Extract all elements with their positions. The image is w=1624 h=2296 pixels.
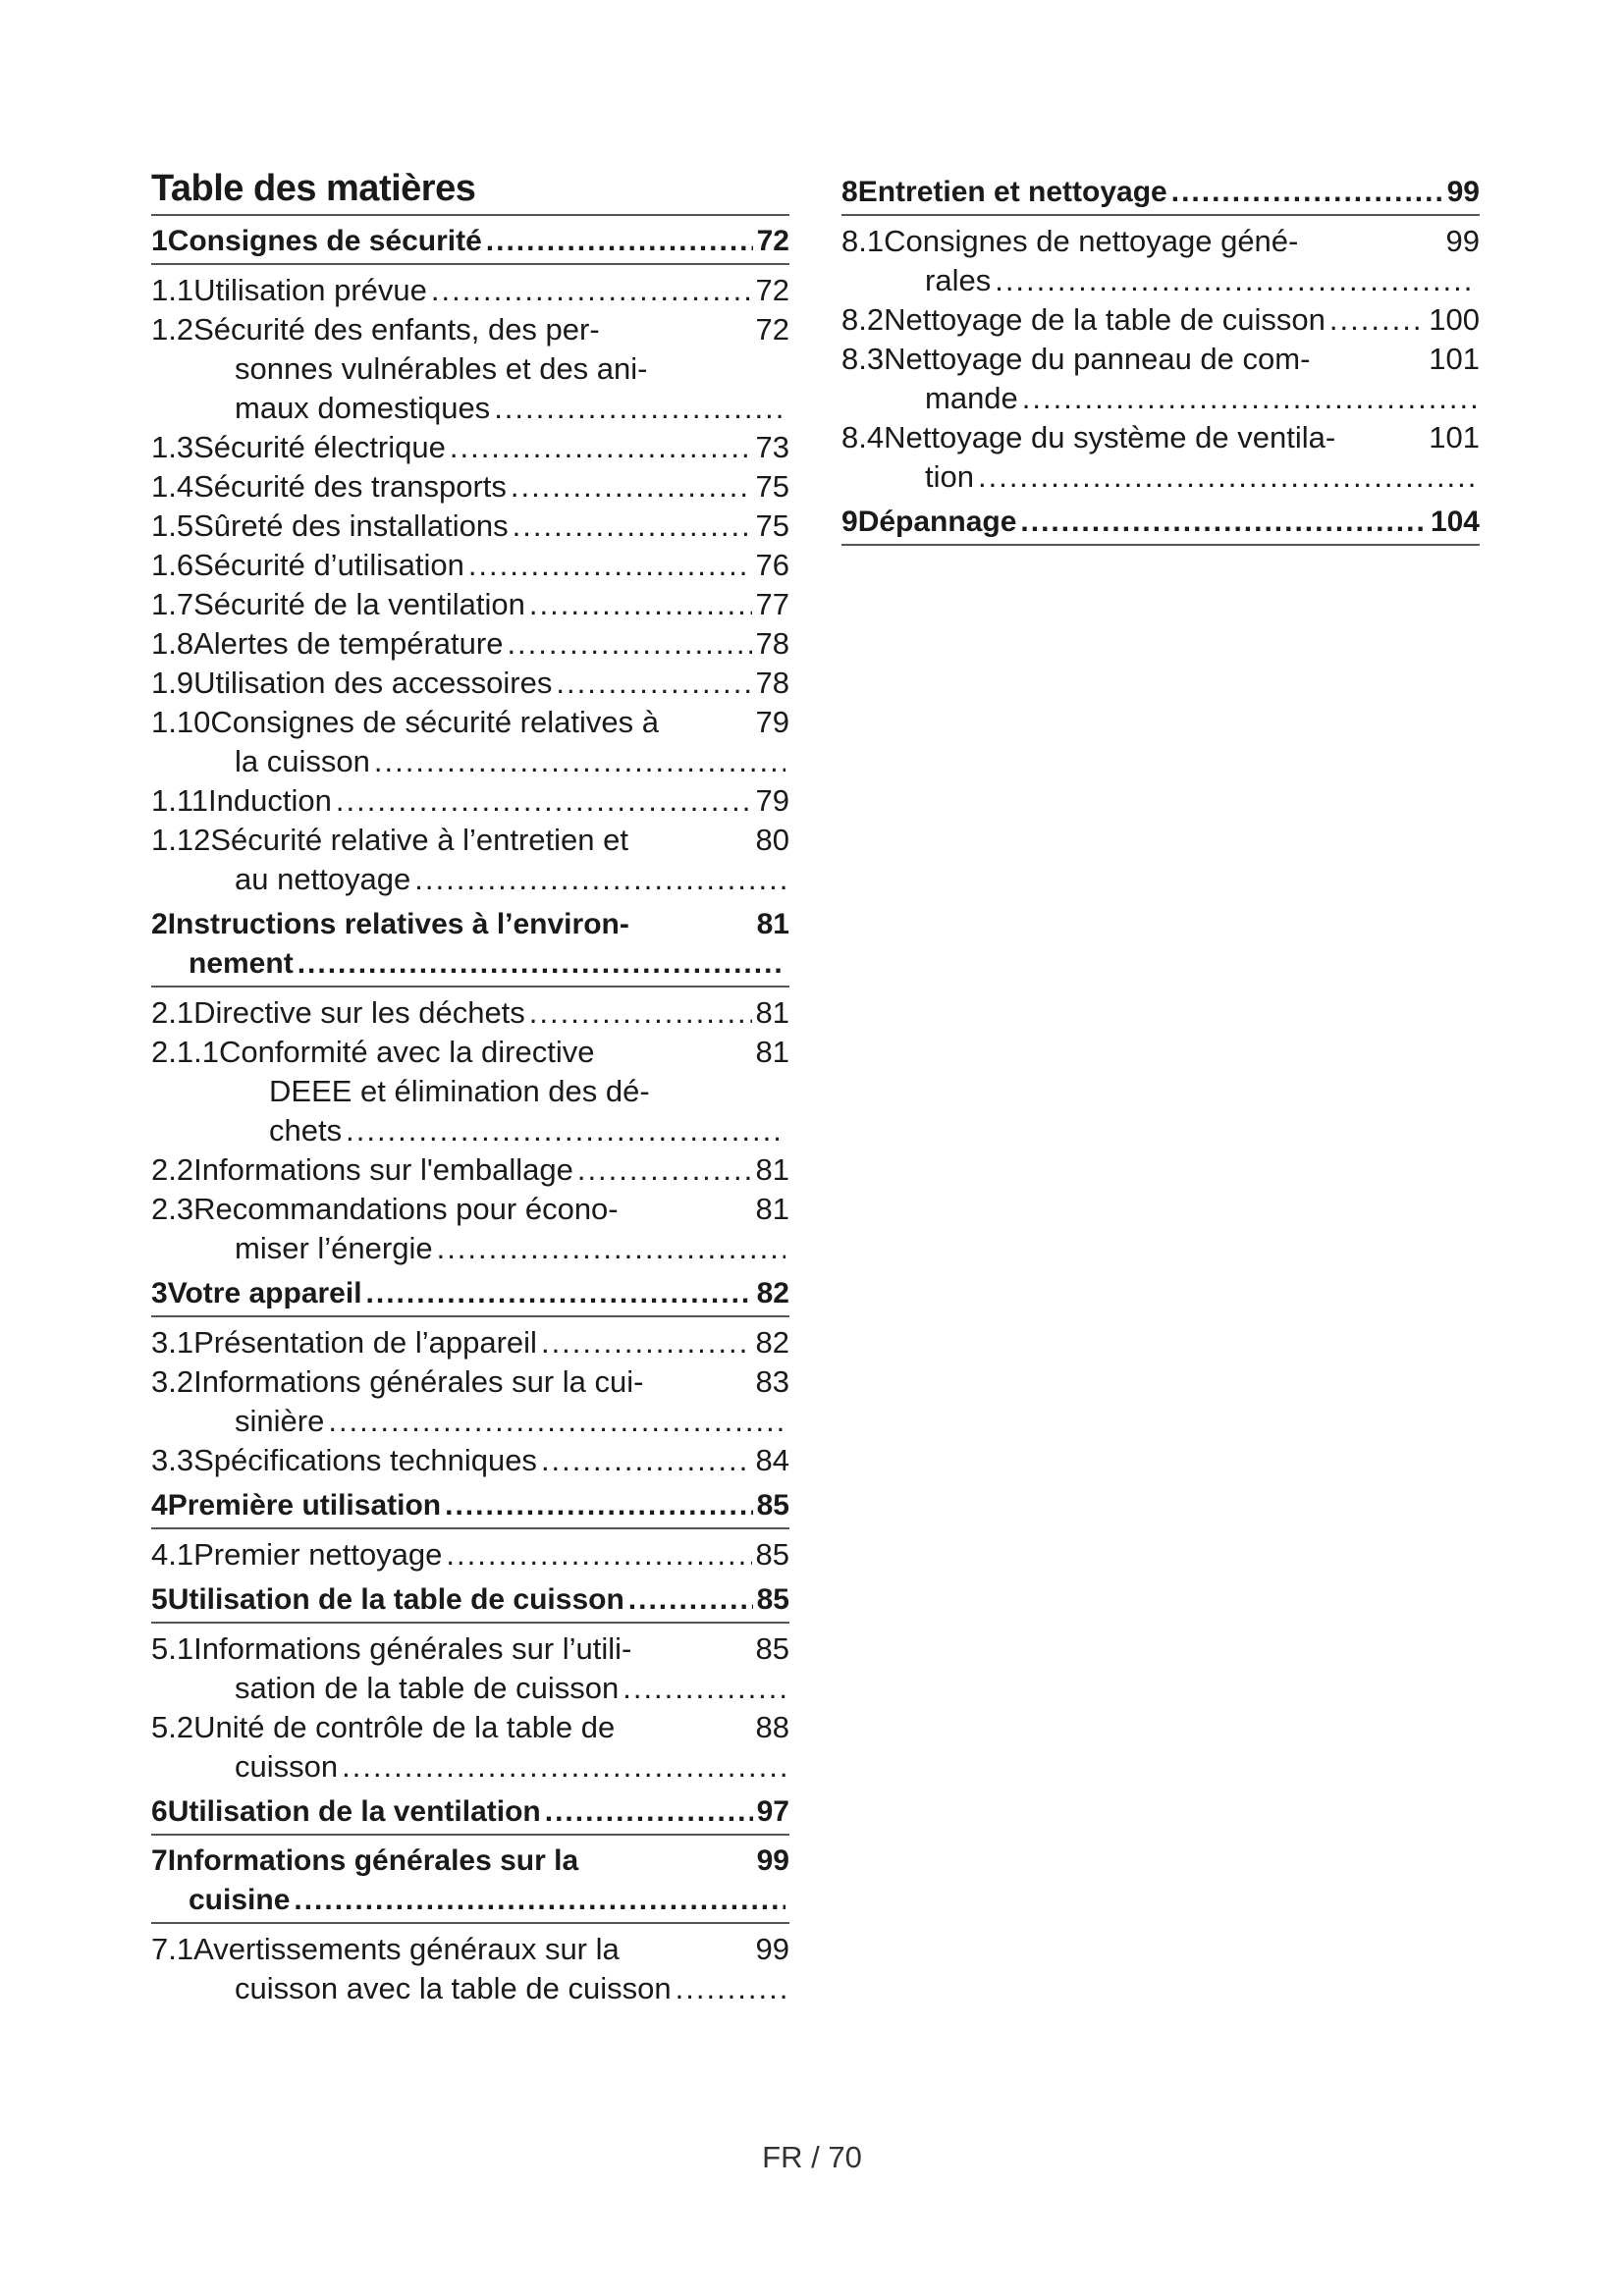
toc-row — [151, 1190, 789, 1229]
toc-entry-1-5[interactable] — [151, 507, 789, 546]
toc-row — [151, 1930, 789, 1969]
toc-page-number: 101 — [1429, 342, 1480, 376]
toc-entry-7-1[interactable] — [151, 1930, 789, 2008]
toc-row — [151, 1580, 789, 1620]
toc-row — [151, 271, 789, 310]
toc-title: Table des matières — [151, 167, 789, 216]
toc-number: 1.9 — [151, 666, 194, 700]
toc-row — [841, 503, 1480, 542]
toc-page-number: 85 — [755, 1537, 789, 1572]
toc-entry-1-9[interactable] — [151, 664, 789, 703]
toc-entry-8-2[interactable] — [841, 300, 1480, 340]
toc-entry-1-7[interactable] — [151, 585, 789, 624]
toc-leader-dots — [577, 1150, 752, 1190]
toc-page-number: 81 — [755, 1152, 789, 1187]
toc-leader-dots — [346, 1111, 785, 1150]
toc-row — [151, 1792, 789, 1832]
toc-continuation-line — [151, 1669, 789, 1708]
toc-number: 1.11 — [151, 783, 209, 818]
toc-page-number: 81 — [755, 1035, 789, 1069]
toc-label: Sécurité des transports — [193, 469, 507, 504]
toc-leader-dots — [541, 1323, 752, 1362]
toc-left-column — [151, 167, 789, 2008]
toc-number: 3.3 — [151, 1443, 194, 1477]
toc-leader-dots — [431, 271, 752, 310]
toc-entry-2-2[interactable] — [151, 1150, 789, 1190]
toc-continuation-line — [151, 1747, 789, 1787]
toc-number: 9 — [841, 506, 858, 538]
toc-label: Recommandations pour écono- — [193, 1192, 619, 1226]
toc-leader-dots — [414, 860, 785, 899]
toc-number: 1 — [151, 225, 168, 257]
toc-row — [151, 546, 789, 585]
toc-leader-dots — [1022, 379, 1476, 418]
toc-label: Nettoyage du panneau de com- — [884, 342, 1311, 376]
toc-entry-1-10[interactable] — [151, 703, 789, 781]
toc-row — [151, 467, 789, 507]
toc-page-number: 100 — [1429, 302, 1480, 337]
toc-section-5[interactable] — [151, 1580, 789, 1624]
toc-leader-dots — [529, 585, 752, 624]
toc-number: 2.2 — [151, 1152, 194, 1187]
toc-label: Sécurité d’utilisation — [193, 548, 464, 582]
toc-leader-dots — [628, 1580, 753, 1620]
toc-row — [151, 1441, 789, 1480]
toc-continuation-line — [151, 1229, 789, 1268]
toc-leader-dots — [541, 1441, 752, 1480]
toc-page-number: 75 — [755, 508, 789, 543]
toc-page-number: 83 — [755, 1364, 789, 1399]
toc-page-number: 78 — [755, 666, 789, 700]
toc-label: Informations sur l'emballage — [193, 1152, 573, 1187]
toc-label-continued: cuisson — [235, 1749, 339, 1784]
toc-section-6[interactable] — [151, 1792, 789, 1836]
toc-row — [151, 624, 789, 664]
toc-page-number: 76 — [755, 548, 789, 582]
toc-page-number: 79 — [755, 705, 789, 739]
toc-label-continued: sonnes vulnérables et des ani- — [235, 351, 648, 386]
toc-leader-dots — [486, 222, 753, 261]
toc-row — [841, 300, 1480, 340]
toc-label-continued: au nettoyage — [235, 862, 411, 896]
toc-number: 1.4 — [151, 469, 194, 504]
toc-entry-1-4[interactable] — [151, 467, 789, 507]
toc-entry-3-1[interactable] — [151, 1323, 789, 1362]
toc-label: Entretien et nettoyage — [857, 176, 1167, 208]
toc-row — [151, 993, 789, 1033]
toc-number: 1.2 — [151, 312, 194, 347]
toc-leader-dots — [978, 457, 1476, 497]
toc-row — [841, 418, 1480, 457]
toc-number: 1.6 — [151, 548, 194, 582]
toc-number: 5.2 — [151, 1710, 194, 1744]
toc-number: 1.1 — [151, 273, 194, 307]
toc-leader-dots — [1020, 503, 1427, 542]
toc-page-number: 85 — [756, 1489, 789, 1522]
toc-list-right — [841, 173, 1480, 546]
toc-label: Unité de contrôle de la table de — [193, 1710, 616, 1744]
toc-page-number: 72 — [756, 225, 789, 257]
toc-label: Dépannage — [857, 506, 1017, 538]
toc-leader-dots — [494, 389, 785, 428]
toc-label-continued: DEEE et élimination des dé- — [269, 1074, 650, 1108]
toc-number: 1.8 — [151, 626, 194, 661]
toc-label: Consignes de sécurité — [167, 225, 482, 257]
toc-entry-1-3[interactable] — [151, 428, 789, 467]
toc-continuation-line — [151, 944, 789, 984]
toc-leader-dots — [298, 944, 785, 984]
toc-section-2[interactable] — [151, 905, 789, 988]
toc-row — [151, 1842, 789, 1881]
toc-label: Alertes de température — [193, 626, 504, 661]
toc-continuation-line — [151, 1111, 789, 1150]
toc-label: Induction — [208, 783, 332, 818]
toc-leader-dots — [507, 624, 751, 664]
toc-label-continued: nement — [189, 947, 294, 980]
toc-number: 8.2 — [841, 302, 885, 337]
toc-entry-5-1[interactable] — [151, 1629, 789, 1708]
toc-label: Consignes de nettoyage géné- — [884, 224, 1299, 258]
toc-page-number: 81 — [755, 1192, 789, 1226]
toc-row — [151, 1629, 789, 1669]
toc-leader-dots — [374, 742, 785, 781]
toc-row — [151, 781, 789, 821]
toc-leader-dots — [513, 507, 752, 546]
toc-label: Directive sur les déchets — [193, 995, 525, 1030]
toc-page-number: 79 — [755, 783, 789, 818]
toc-list-left — [151, 222, 789, 2008]
toc-number: 2 — [151, 908, 168, 940]
toc-entry-8-4[interactable] — [841, 418, 1480, 497]
toc-number: 8.1 — [841, 224, 885, 258]
toc-label: Utilisation des accessoires — [193, 666, 553, 700]
toc-number: 4 — [151, 1489, 168, 1522]
toc-label: Conformité avec la directive — [218, 1035, 595, 1069]
toc-entry-1-12[interactable] — [151, 821, 789, 899]
toc-number: 3 — [151, 1277, 168, 1309]
toc-continuation-line — [841, 379, 1480, 418]
toc-label-continued: rales — [925, 263, 992, 297]
toc-number: 2.3 — [151, 1192, 194, 1226]
toc-number: 1.7 — [151, 587, 194, 621]
toc-page-number: 97 — [756, 1795, 789, 1828]
toc-row — [151, 1535, 789, 1575]
toc-leader-dots — [1329, 300, 1425, 340]
toc-leader-dots — [366, 1274, 753, 1313]
toc-leader-dots — [676, 1969, 785, 2008]
toc-entry-3-2[interactable] — [151, 1362, 789, 1441]
toc-number: 5.1 — [151, 1631, 194, 1666]
toc-continuation-line — [151, 349, 789, 389]
toc-number: 2.1 — [151, 995, 194, 1030]
toc-row — [151, 1708, 789, 1747]
toc-label: Premier nettoyage — [193, 1537, 443, 1572]
toc-row — [841, 173, 1480, 212]
toc-label-continued: chets — [269, 1113, 343, 1148]
toc-row — [151, 1323, 789, 1362]
toc-leader-dots — [328, 1402, 785, 1441]
toc-continuation-line — [151, 1072, 789, 1111]
toc-page-number: 101 — [1429, 420, 1480, 454]
toc-label: Sécurité des enfants, des per- — [193, 312, 600, 347]
toc-label: Sécurité de la ventilation — [193, 587, 525, 621]
toc-entry-8-3[interactable] — [841, 340, 1480, 418]
toc-entry-3-3[interactable] — [151, 1441, 789, 1480]
toc-label: Nettoyage du système de ventila- — [884, 420, 1336, 454]
toc-continuation-line — [841, 261, 1480, 300]
toc-leader-dots — [446, 1535, 751, 1575]
toc-row — [151, 905, 789, 944]
toc-entry-2-1-1[interactable] — [151, 1033, 789, 1150]
toc-leader-dots — [529, 993, 752, 1033]
toc-entry-1-1[interactable] — [151, 271, 789, 310]
toc-entry-5-2[interactable] — [151, 1708, 789, 1787]
toc-label-continued: cuisson avec la table de cuisson — [235, 1971, 672, 2005]
toc-page-number: 85 — [755, 1631, 789, 1666]
toc-page-number: 78 — [755, 626, 789, 661]
toc-entry-1-2[interactable] — [151, 310, 789, 428]
toc-leader-dots — [336, 781, 752, 821]
toc-label-continued: mande — [925, 381, 1018, 415]
toc-number: 8 — [841, 176, 858, 208]
toc-label-continued: la cuisson — [235, 744, 370, 778]
toc-page-number: 88 — [755, 1710, 789, 1744]
toc-label-continued: sinière — [235, 1404, 325, 1438]
toc-entry-2-3[interactable] — [151, 1190, 789, 1268]
toc-number: 1.3 — [151, 430, 194, 464]
toc-page-number: 82 — [755, 1325, 789, 1360]
toc-row — [841, 222, 1480, 261]
toc-page-number: 99 — [755, 1932, 789, 1966]
toc-section-4[interactable] — [151, 1486, 789, 1529]
toc-entry-1-6[interactable] — [151, 546, 789, 585]
toc-label: Informations générales sur la — [167, 1844, 579, 1877]
toc-page-number: 82 — [756, 1277, 789, 1309]
toc-entry-1-8[interactable] — [151, 624, 789, 664]
toc-leader-dots — [556, 664, 751, 703]
toc-page-number: 99 — [756, 1844, 789, 1877]
toc-leader-dots — [511, 467, 752, 507]
toc-number: 5 — [151, 1583, 168, 1616]
toc-label: Présentation de l’appareil — [193, 1325, 537, 1360]
toc-page-number: 77 — [755, 587, 789, 621]
toc-label: Consignes de sécurité relatives à — [210, 705, 659, 739]
toc-section-1[interactable] — [151, 222, 789, 265]
toc-number: 3.2 — [151, 1364, 194, 1399]
toc-leader-dots — [450, 428, 752, 467]
toc-label: Informations générales sur l’utili- — [193, 1631, 632, 1666]
toc-label-continued: sation de la table de cuisson — [235, 1671, 620, 1705]
toc-label-continued: cuisine — [189, 1884, 291, 1916]
toc-continuation-line — [841, 457, 1480, 497]
toc-leader-dots — [294, 1881, 785, 1920]
toc-section-7[interactable] — [151, 1842, 789, 1924]
toc-row — [151, 507, 789, 546]
toc-number: 2.1.1 — [151, 1035, 219, 1069]
toc-row — [151, 1486, 789, 1525]
toc-page-number: 99 — [1445, 224, 1480, 258]
toc-page-number: 81 — [756, 908, 789, 940]
toc-entry-2-1[interactable] — [151, 993, 789, 1033]
toc-leader-dots — [623, 1669, 785, 1708]
toc-label-continued: miser l’énergie — [235, 1231, 433, 1265]
toc-row — [151, 222, 789, 261]
toc-number: 7 — [151, 1844, 168, 1877]
toc-label: Utilisation de la table de cuisson — [167, 1583, 624, 1616]
toc-label: Votre appareil — [167, 1277, 362, 1309]
toc-page-number: 81 — [755, 995, 789, 1030]
toc-number: 6 — [151, 1795, 168, 1828]
toc-leader-dots — [995, 261, 1476, 300]
toc-section-3[interactable] — [151, 1274, 789, 1317]
toc-page-number: 73 — [755, 430, 789, 464]
toc-leader-dots — [545, 1792, 753, 1832]
toc-row — [841, 340, 1480, 379]
toc-label: Sûreté des installations — [193, 508, 509, 543]
toc-section-9[interactable] — [841, 503, 1480, 546]
toc-page-number: 85 — [756, 1583, 789, 1616]
page-number-footer: FR / 70 — [762, 2140, 862, 2174]
toc-page-number: 80 — [755, 823, 789, 857]
toc-number: 1.10 — [151, 705, 211, 739]
toc-continuation-line — [151, 1969, 789, 2008]
toc-label: Sécurité relative à l’entretien et — [210, 823, 628, 857]
toc-entry-4-1[interactable] — [151, 1535, 789, 1575]
toc-section-8[interactable] — [841, 173, 1480, 216]
toc-right-column — [841, 167, 1480, 552]
toc-label: Instructions relatives à l’environ- — [167, 908, 629, 940]
toc-number: 3.1 — [151, 1325, 194, 1360]
toc-label: Avertissements généraux sur la — [193, 1932, 620, 1966]
toc-entry-8-1[interactable] — [841, 222, 1480, 300]
toc-label-continued: tion — [925, 459, 974, 494]
toc-page-number: 75 — [755, 469, 789, 504]
toc-label: Utilisation prévue — [193, 273, 427, 307]
toc-page-number: 84 — [755, 1443, 789, 1477]
toc-label-continued: maux domestiques — [235, 391, 491, 425]
toc-continuation-line — [151, 742, 789, 781]
toc-row — [151, 664, 789, 703]
toc-continuation-line — [151, 1402, 789, 1441]
toc-label: Sécurité électrique — [193, 430, 446, 464]
toc-page-number: 99 — [1446, 176, 1480, 208]
toc-label: Première utilisation — [167, 1489, 442, 1522]
toc-continuation-line — [151, 1881, 789, 1920]
toc-number: 1.5 — [151, 508, 194, 543]
toc-leader-dots — [437, 1229, 785, 1268]
toc-row — [151, 585, 789, 624]
toc-page-number: 72 — [755, 312, 789, 347]
toc-continuation-line — [151, 860, 789, 899]
toc-continuation-line — [151, 389, 789, 428]
toc-number: 8.4 — [841, 420, 885, 454]
toc-leader-dots — [342, 1747, 785, 1787]
toc-leader-dots — [1171, 173, 1443, 212]
toc-row — [151, 1033, 789, 1072]
toc-entry-1-11[interactable] — [151, 781, 789, 821]
toc-page-number: 72 — [755, 273, 789, 307]
toc-number: 4.1 — [151, 1537, 194, 1572]
toc-leader-dots — [468, 546, 752, 585]
toc-row — [151, 1362, 789, 1402]
toc-row — [151, 821, 789, 860]
toc-label: Nettoyage de la table de cuisson — [884, 302, 1326, 337]
toc-label: Utilisation de la ventilation — [167, 1795, 541, 1828]
toc-row — [151, 310, 789, 349]
toc-page-number: 104 — [1430, 506, 1480, 538]
toc-number: 7.1 — [151, 1932, 194, 1966]
toc-number: 8.3 — [841, 342, 885, 376]
toc-label: Spécifications techniques — [193, 1443, 537, 1477]
toc-row — [151, 703, 789, 742]
toc-row — [151, 428, 789, 467]
toc-row — [151, 1150, 789, 1190]
toc-label: Informations générales sur la cui- — [193, 1364, 644, 1399]
toc-number: 1.12 — [151, 823, 211, 857]
toc-row — [151, 1274, 789, 1313]
toc-leader-dots — [445, 1486, 753, 1525]
